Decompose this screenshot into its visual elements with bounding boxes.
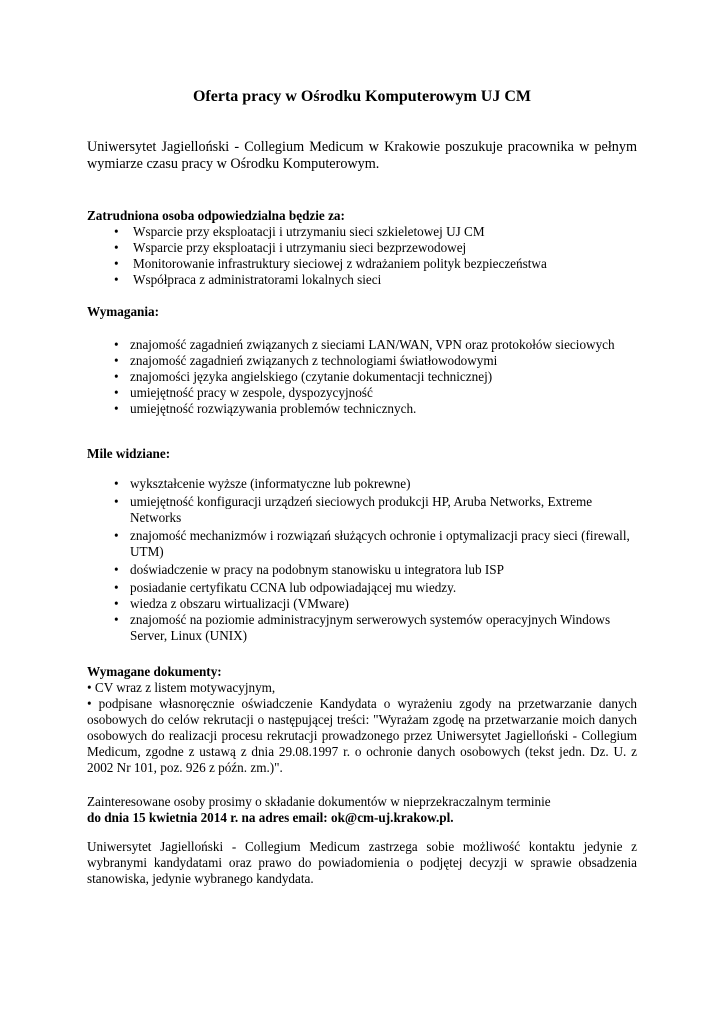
deadline-text: Zainteresowane osoby prosimy o składanie dokumentów w nieprzekraczalnym terminie	[87, 794, 551, 809]
list-item: • Wsparcie przy eksploatacji i utrzymaniu sieci szkieletowej UJ CM	[87, 224, 637, 240]
nice-to-have-list	[87, 476, 637, 644]
closing-paragraph: Uniwersytet Jagielloński - Collegium Medicum zastrzega sobie możliwość kontaktu jedynie z wybranymi kandydatami oraz prawo do powiadomienia o podjętej decyzji w sprawie obsadzenia stanowiska, jedynie wybranego kandydata.	[87, 839, 637, 886]
duties-list	[87, 224, 637, 288]
requirements-list	[87, 337, 637, 417]
nice-to-have-heading: Mile widziane:	[87, 446, 171, 461]
list-item: • znajomość zagadnień związanych z sieciami LAN/WAN, VPN oraz protokołów sieciowych	[87, 337, 637, 353]
deadline-date-email: do dnia 15 kwietnia 2014 r. na adres email: ok@cm-uj.krakow.pl.	[87, 810, 454, 825]
page-title: Oferta pracy w Ośrodku Komputerowym UJ CM	[192, 88, 532, 105]
deadline-paragraph	[87, 794, 637, 826]
intro-paragraph: Uniwersytet Jagielloński - Collegium Medicum w Krakowie poszukuje pracownika w pełnym wymiarze czasu pracy w Ośrodku Komputerowym.	[87, 139, 637, 172]
documents-section	[87, 664, 637, 776]
list-item: • znajomość na poziomie administracyjnym serwerowych systemów operacyjnych Windows Server, Linux (UNIX)	[87, 612, 637, 644]
documents-item: • CV wraz z listem motywacyjnym,	[87, 680, 276, 695]
list-item: • umiejętność rozwiązywania problemów technicznych.	[87, 401, 637, 417]
documents-heading: Wymagane dokumenty:	[87, 664, 222, 679]
list-item: • Wsparcie przy eksploatacji i utrzymaniu sieci bezprzewodowej	[87, 240, 637, 256]
list-item: • znajomość mechanizmów i rozwiązań służących ochronie i optymalizacji pracy sieci (firewall, UTM)	[87, 528, 637, 560]
list-item: • wiedza z obszaru wirtualizacji (VMware)	[87, 596, 637, 612]
requirements-section	[87, 304, 637, 320]
list-item: • doświadczenie w pracy na podobnym stanowisku u integratora lub ISP	[87, 562, 637, 578]
requirements-list-wrap	[87, 337, 637, 417]
list-item: • wykształcenie wyższe (informatyczne lub pokrewne)	[87, 476, 637, 492]
list-item: • umiejętność pracy w zespole, dyspozycyjność	[87, 385, 637, 401]
list-item: • posiadanie certyfikatu CCNA lub odpowiadającej mu wiedzy.	[87, 580, 637, 596]
list-item: • znajomości języka angielskiego (czytanie dokumentacji technicznej)	[87, 369, 637, 385]
list-item: • Współpraca z administratorami lokalnych sieci	[87, 272, 637, 288]
nice-to-have-list-wrap	[87, 476, 637, 644]
list-item: • umiejętność konfiguracji urządzeń sieciowych produkcji HP, Aruba Networks, Extreme Networks	[87, 494, 637, 526]
list-item: • znajomość zagadnień związanych z technologiami światłowodowymi	[87, 353, 637, 369]
duties-heading: Zatrudniona osoba odpowiedzialna będzie za:	[87, 208, 345, 223]
requirements-heading: Wymagania:	[87, 304, 160, 319]
nice-to-have-section	[87, 446, 637, 462]
duties-section	[87, 208, 637, 288]
list-item: • Monitorowanie infrastruktury sieciowej z wdrażaniem polityk bezpieczeństwa	[87, 256, 637, 272]
documents-item: • podpisane własnoręcznie oświadczenie Kandydata o wyrażeniu zgody na przetwarzanie danych osobowych do celów rekrutacji o następującej treści: "Wyrażam zgodę na przetwarzanie moich danych osobowych do realizacji procesu rekrutacji prowadzonego przez Uniwersytet Jagielloński - Collegium Medicum, zgodne z ustawą z dnia 29.08.1997 r. o ochronie danych osobowych (tekst jedn. Dz. U. z 2002 Nr 101, poz. 926 z późn. zm.)".	[87, 696, 637, 775]
